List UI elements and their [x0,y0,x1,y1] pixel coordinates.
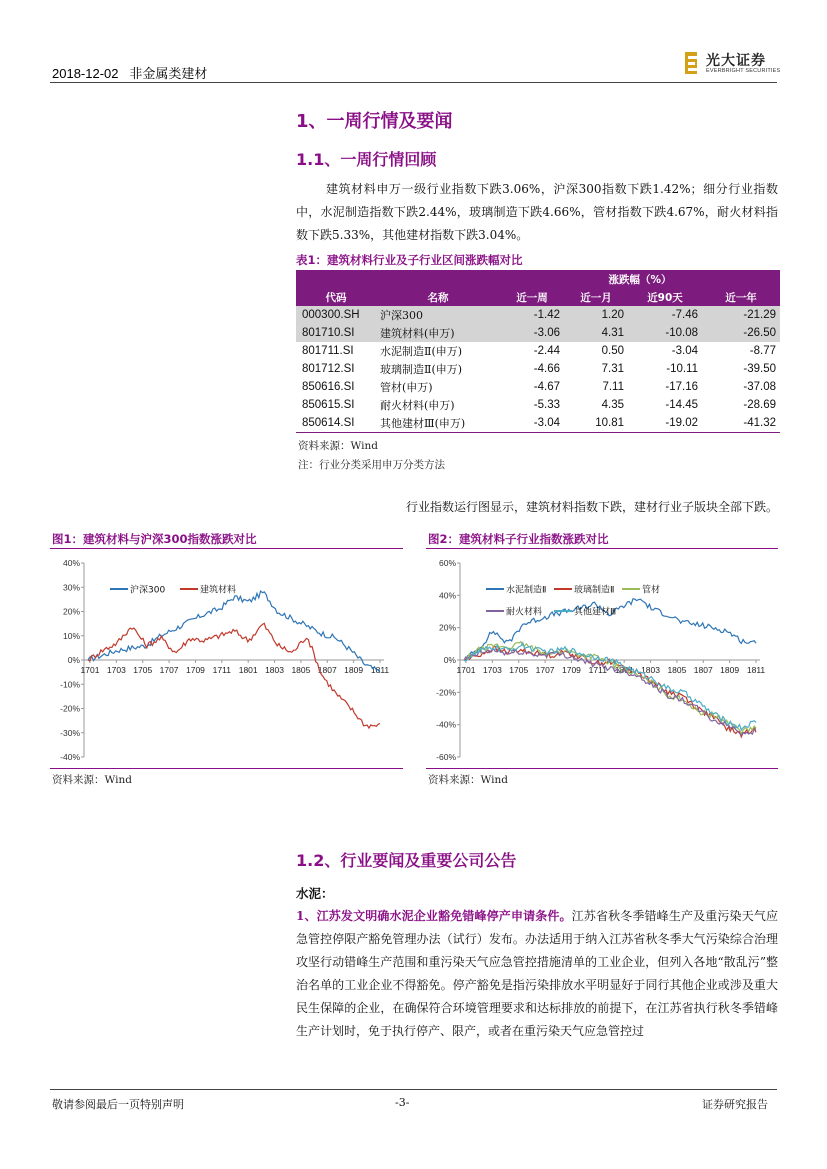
cell-year: -28.69 [743,399,776,411]
figure2-title: 图2：建筑材料子行业指数涨跌对比 [428,532,609,546]
table1-title: 表1：建筑材料行业及子行业区间涨跌幅对比 [296,253,523,267]
x-tick-label: 1711 [212,665,231,675]
x-tick-label: 1703 [482,665,502,675]
series-line [464,643,756,730]
cell-90d: -17.16 [665,381,698,393]
legend-label: 玻璃制造Ⅱ [574,585,615,596]
cell-code: 850616.SI [302,381,355,393]
y-tick-label: -40% [60,752,80,762]
table-row [296,324,780,342]
table-row [296,360,780,378]
figure2-chart [428,555,778,765]
x-tick-label: 1701 [456,665,476,675]
cell-month: 7.31 [601,363,624,375]
col-header-week: 近一周 [500,288,564,306]
news-item-1 [296,905,778,1043]
x-tick-label: 1805 [291,665,311,675]
cell-code: 850614.SI [296,414,376,432]
legend-label: 耐火材料 [506,607,543,618]
legend-label: 管材 [642,585,661,596]
y-tick-label: 10% [62,630,80,641]
cell-code: 801710.SI [296,324,376,342]
x-tick-label: 1705 [133,665,153,675]
col-header-code: 代码 [296,288,376,306]
everbright-mark-icon [684,50,702,76]
cell-year: -41.32 [702,414,780,432]
cell-year: -39.50 [743,363,776,375]
x-tick-label: 1707 [535,665,555,675]
figure1-rule [50,548,403,549]
x-tick-label: 1705 [509,665,529,675]
cell-year: -26.50 [702,324,780,342]
figure1-bottom-rule [50,768,403,769]
x-tick-label: 1807 [693,665,713,675]
cell-year: -8.77 [749,345,776,357]
performance-table [296,270,780,433]
cell-week: -2.44 [533,345,560,357]
y-tick-label: -20% [436,687,456,698]
section-title-1-2: 1.2、行业要闻及重要公司公告 [296,851,517,870]
footer-disclaimer: 敬请参阅最后一页特别声明 [52,1098,184,1111]
x-tick-label: 1801 [238,665,258,675]
section-title-1: 1、一周行情及要闻 [296,111,453,132]
table-group-header-row [296,270,780,288]
chart-svg [428,555,778,765]
table-header-row [296,288,780,306]
cement-label: 水泥： [296,886,334,901]
y-tick-label: 0% [67,655,80,665]
table-row [296,306,780,324]
figure2-source: 资料来源：Wind [428,774,508,786]
x-tick-label: 1811 [370,665,390,675]
header-date-category [52,63,207,82]
logo-text-en: EVERBRIGHT SECURITIES [706,68,781,74]
y-tick-label: -10% [60,679,80,690]
x-tick-label: 1709 [561,665,581,675]
cell-year: -21.29 [702,306,780,324]
y-tick-label: -20% [60,703,80,714]
cell-week: -5.33 [533,399,560,411]
footer-divider [50,1089,777,1090]
figure2-rule [426,548,778,549]
cell-week: -3.04 [500,414,564,432]
table-row [296,414,780,432]
legend-label: 沪深300 [130,585,166,596]
cell-90d: -10.11 [666,363,698,375]
cell-90d: -14.45 [665,399,698,411]
report-date: 2018-12-02 [52,66,119,81]
cell-name: 沪深300 [376,306,500,324]
cell-90d: -7.46 [628,306,702,324]
cell-month: 10.81 [564,414,628,432]
cell-name: 建筑材料(申万) [376,324,500,342]
cell-code: 000300.SH [296,306,376,324]
x-tick-label: 1807 [317,665,337,675]
y-tick-label: 0% [443,655,456,665]
cell-month: 4.35 [601,399,624,411]
cell-month: 1.20 [564,306,628,324]
table-group-header: 涨跌幅（%） [500,270,780,288]
y-tick-label: -60% [436,752,456,762]
footer-report-type: 证券研究报告 [702,1098,768,1111]
section-title-1-1: 1.1、一周行情回顾 [296,150,437,169]
table-row [296,342,780,360]
figure1-title: 图1：建筑材料与沪深300指数涨跌对比 [52,532,257,546]
legend-label: 建筑材料 [200,585,237,596]
cell-week: -4.66 [533,363,560,375]
x-tick-label: 1805 [667,665,687,675]
cell-year: -37.08 [743,381,776,393]
legend-label: 水泥制造Ⅱ [506,585,547,596]
y-tick-label: 60% [438,558,456,568]
col-header-name: 名称 [376,288,500,306]
cell-week: -1.42 [500,306,564,324]
cell-week: -3.06 [500,324,564,342]
cell-name: 水泥制造Ⅱ(申万) [380,345,463,358]
news1-headline: 1、江苏发文明确水泥企业豁免错峰停产申请条件。 [296,909,572,923]
cell-name: 玻璃制造Ⅱ(申万) [380,363,463,376]
x-tick-label: 1701 [80,665,100,675]
cell-name: 其他建材Ⅲ(申万) [376,414,500,432]
col-header-90d: 近90天 [628,288,702,306]
header-divider [50,82,777,83]
chart-intro-paragraph: 行业指数运行图显示，建筑材料指数下跌，建材行业子版块全部下跌。 [405,500,778,514]
cell-code: 801711.SI [302,345,354,357]
col-header-month: 近一月 [564,288,628,306]
x-tick-label: 1803 [641,665,661,675]
cell-90d: -10.08 [628,324,702,342]
x-tick-label: 1707 [159,665,179,675]
x-tick-label: 1809 [344,665,364,675]
report-category: 非金属类建材 [129,66,208,81]
cell-code: 850615.SI [302,399,355,411]
y-tick-label: 20% [438,622,456,633]
y-tick-label: -30% [60,727,80,738]
chart-svg [52,555,402,765]
series-line [88,591,380,673]
table1-note: 注：行业分类采用申万分类方法 [298,459,445,471]
cell-name: 耐火材料(申万) [380,399,455,412]
page-number: -3- [395,1096,410,1109]
table-row [296,378,780,396]
y-tick-label: 40% [438,590,456,601]
cell-month: 4.31 [564,324,628,342]
figure1-source: 资料来源：Wind [52,774,132,786]
everbright-logo [684,50,781,78]
table-row [296,396,780,414]
x-tick-label: 1801 [614,665,634,675]
x-tick-label: 1803 [265,665,285,675]
cell-code: 801712.SI [302,363,355,375]
cell-week: -4.67 [533,381,560,393]
x-tick-label: 1711 [588,665,607,675]
figure1-chart [52,555,402,765]
y-tick-label: 40% [62,558,80,568]
y-tick-label: 20% [62,606,80,617]
cell-90d: -3.04 [671,345,698,357]
x-tick-label: 1709 [185,665,205,675]
series-line [464,642,756,734]
figure2-bottom-rule [426,768,778,769]
y-tick-label: -40% [436,719,456,730]
col-header-year: 近一年 [702,288,780,306]
x-tick-label: 1809 [720,665,740,675]
x-tick-label: 1703 [106,665,126,675]
y-tick-label: 30% [62,582,80,593]
legend-label: 其他建材Ⅲ [574,607,617,618]
logo-text-cn: 光大证券 [706,53,766,69]
cell-month: 7.11 [602,381,624,393]
cell-name: 管材(申万) [380,381,433,394]
news1-body: 江苏省秋冬季错峰生产及重污染天气应急管控停限产豁免管理办法（试行）发布。办法适用于纳入江苏省秋冬季大气污染综合治理攻坚行动错峰生产范围和重污染天气应急管控措施清单的工业企业，但列入各地“散乱污”整治名单的工业企业不得豁免。停产豁免是指污染排放水平明显好于同行其他企业或涉及重大民生保障的企业，在确保符合环境管理要求和达标排放的前提下，在江苏省执行秋冬季错峰生产计划时，免于执行停产、限产，或者在重污染天气应急管控过 [296,909,778,1038]
cell-90d: -19.02 [628,414,702,432]
cell-month: 0.50 [601,345,624,357]
intro-paragraph: 建筑材料申万一级行业指数下跌3.06%，沪深300指数下跌1.42%；细分行业指数中，水泥制造指数下跌2.44%，玻璃制造下跌4.66%，管材指数下跌4.67%，耐火材料指数下跌5.33%，其他建材指数下跌3.04%。 [296,182,778,242]
table1-source: 资料来源：Wind [298,440,378,452]
x-tick-label: 1811 [746,665,766,675]
